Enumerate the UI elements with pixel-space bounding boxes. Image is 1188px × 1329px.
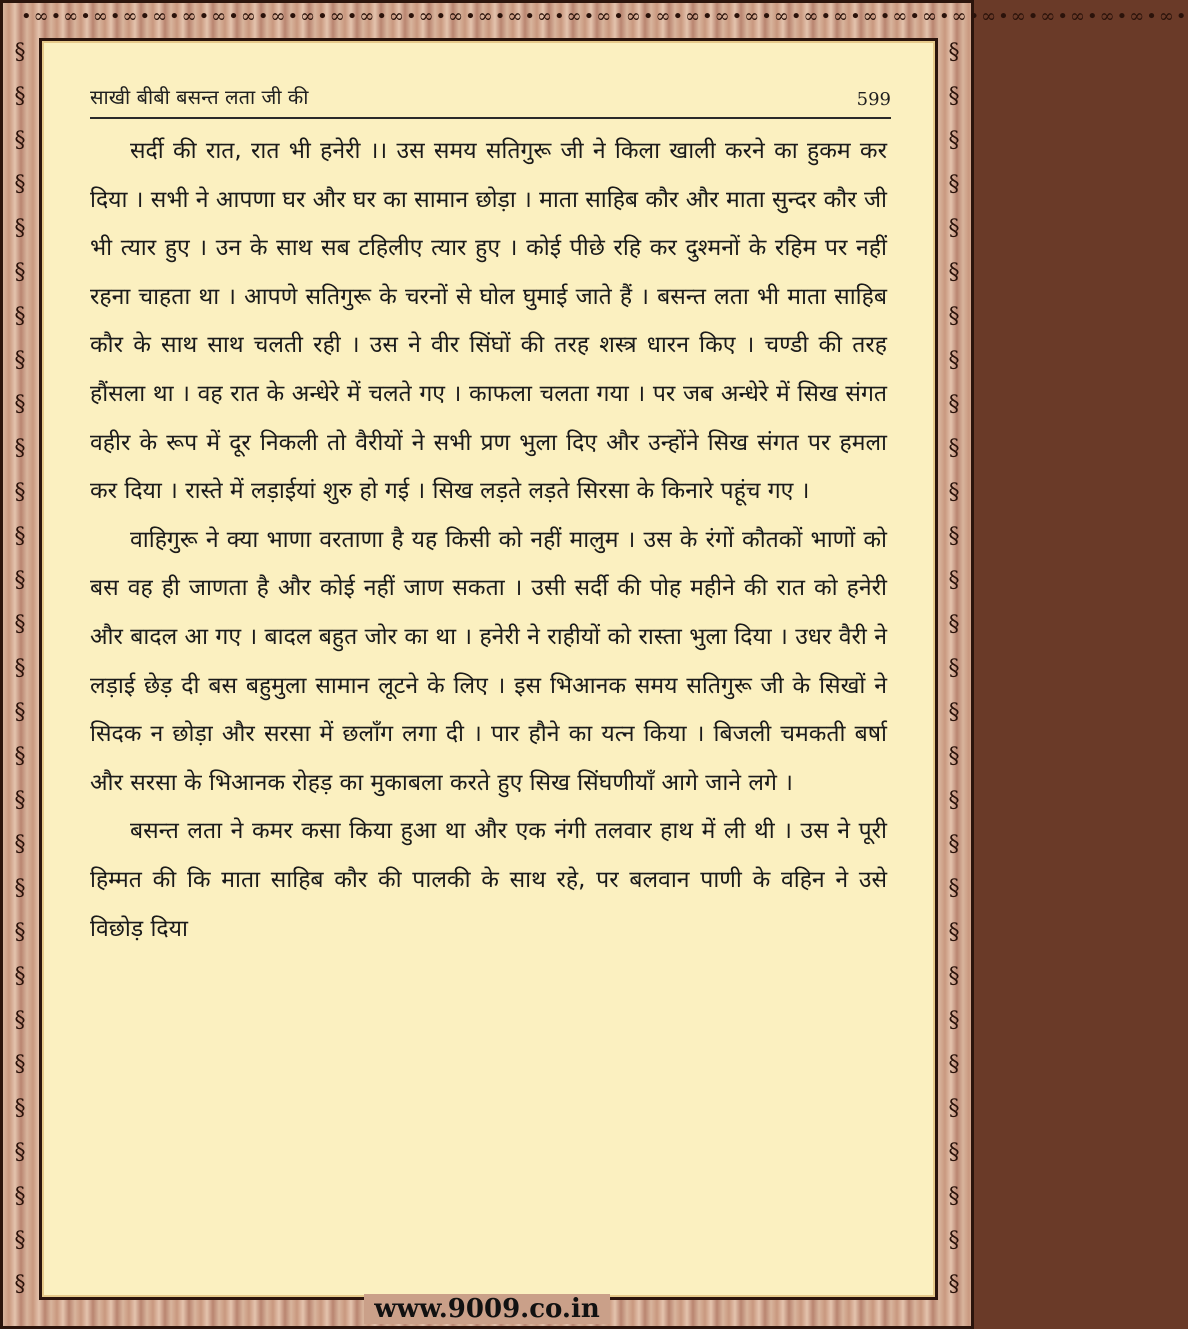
footer bbox=[3, 1292, 971, 1326]
paragraph: सर्दी की रात, रात भी हनेरी ।। उस समय सतिगुरू जी ने किला खाली करने का हुकम कर दिया । सभी ने आपणा घर और घर का सामान छोड़ा । माता साहिब कौर और माता सुन्दर कौर जी भी त्यार हुए । उन के साथ सब टहिलीए त्यार हुए । कोई पीछे रहि कर दुश्मनों के रहिम पर नहीं रहना चाहता था । आपणे सतिगुरू के चरनों से घोल घुमाई जाते हैं । बसन्त लता भी माता साहिब कौर के साथ साथ चलती रही । उस ने वीर सिंघों की तरह शस्त्र धारन किए । चण्डी की तरह हौंसला था । वह रात के अन्धेरे में चलते गए । काफला चलता गया । पर जब अन्धेरे में सिख संगत वहीर के रूप में दूर निकली तो वैरीयों ने सभी प्रण भुला दिए और उन्होंने सिख संगत पर हमला कर दिया । रास्ते में लड़ाईयां शुरु हो गई । सिख लड़ते लड़ते सिरसा के किनारे पहूंच गए । bbox=[90, 138, 887, 505]
paragraph: बसन्त लता ने कमर कसा किया हुआ था और एक नंगी तलवार हाथ में ली थी । उस ने पूरी हिम्मत की कि माता साहिब कौर की पालकी के साथ रहे, पर बलवान पाणी के वहिन ने उसे विछोड़ दिया bbox=[90, 818, 887, 942]
ornamental-border-right: § § § § § § § § § § § § § § § § § § § § § § § § § § § § § bbox=[948, 40, 960, 1297]
website-url[interactable]: www.9009.co.in bbox=[364, 1294, 610, 1324]
page-number: 599 bbox=[856, 89, 891, 110]
paragraph: वाहिगुरू ने क्या भाणा वरताणा है यह किसी को नहीं मालुम । उस के रंगों कौतकों भाणों को बस वह ही जाणता है और कोई नहीं जाण सकता । उसी सर्दी की पोह महीने की रात को हनेरी और बादल आ गए । बादल बहुत जोर का था । हनेरी ने राहीयों को रास्ता भुला दिया । उधर वैरी ने लड़ाई छेड़ दी बस बहुमुला सामान लूटने के लिए । इस भिआनक समय सतिगुरू जी के सिखों ने सिदक न छोड़ा और सरसा में छलाँग लगा दी । पार हौने का यत्न किया । बिजली चमकती बर्षा और सरसा के भिआनक रोहड़ का मुकाबला करते हुए सिख सिंघणीयाँ आगे जाने लगे । bbox=[90, 526, 887, 796]
page-title: साखी बीबी बसन्त लता जी की bbox=[90, 85, 309, 109]
ornamental-border-top: •∞•∞•∞•∞•∞•∞•∞•∞•∞•∞•∞•∞•∞•∞•∞•∞•∞•∞•∞•∞•∞•∞•∞•∞•∞•∞•∞•∞•∞•∞•∞•∞•∞•∞•∞•∞•∞•∞•∞• bbox=[21, 6, 1188, 27]
ornamental-border-left: § § § § § § § § § § § § § § § § § § § § § § § § § § § § § bbox=[14, 40, 26, 1297]
book-page bbox=[39, 38, 938, 1300]
page-body bbox=[90, 127, 887, 953]
page-header bbox=[90, 81, 891, 119]
